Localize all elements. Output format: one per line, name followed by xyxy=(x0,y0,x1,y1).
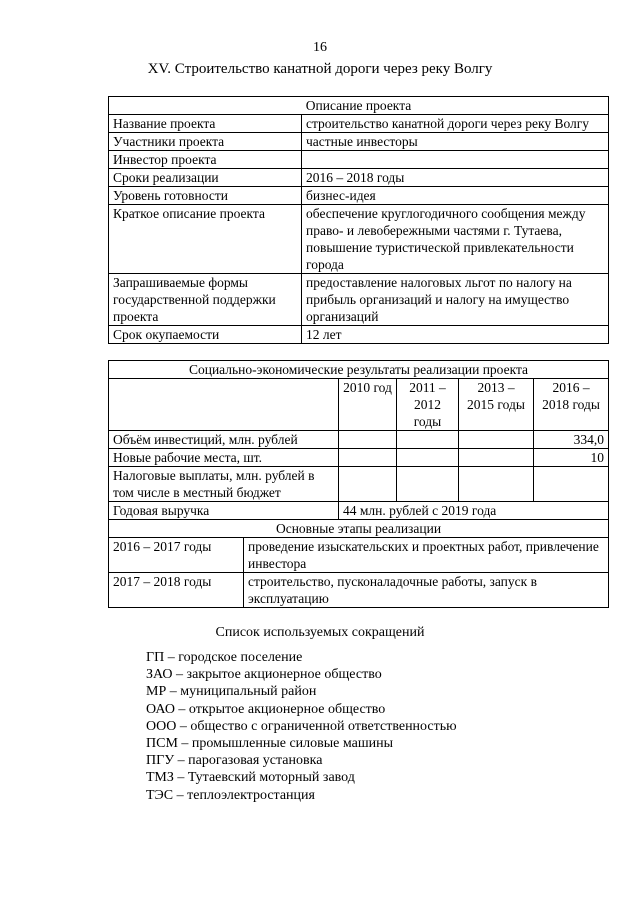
column-header: 2010 год xyxy=(339,379,397,431)
row-value: бизнес-идея xyxy=(302,187,609,205)
table-cell xyxy=(534,467,609,502)
table-header: Социально-экономические результаты реализации проекта xyxy=(109,361,609,379)
table-cell xyxy=(339,431,397,449)
row-value: строительство канатной дороги через реку Волгу xyxy=(302,115,609,133)
row-label: Участники проекта xyxy=(109,133,302,151)
list-item: МР – муниципальный район xyxy=(146,684,317,700)
table-header: Основные этапы реализации xyxy=(109,520,609,538)
abbreviations-title: Список используемых сокращений xyxy=(215,625,425,640)
list-item: ОАО – открытое акционерное общество xyxy=(146,701,386,717)
row-label: Название проекта xyxy=(109,115,302,133)
table-cell xyxy=(339,449,397,467)
table-row xyxy=(109,431,609,449)
row-value xyxy=(302,151,609,169)
row-label: Объём инвестиций, млн. рублей xyxy=(109,431,339,449)
abbreviations-list xyxy=(146,649,457,804)
table-cell xyxy=(459,449,534,467)
table-row xyxy=(109,133,609,151)
list-item: ПГУ – парогазовая установка xyxy=(146,753,323,769)
table-row xyxy=(109,379,609,431)
table-cell xyxy=(459,431,534,449)
section-title: XV. Строительство канатной дороги через реку Волгу xyxy=(147,61,493,77)
row-value: предоставление налоговых льгот по налогу на прибыль организаций и налогу на имущество организаций xyxy=(302,274,609,326)
stage-period: 2017 – 2018 годы xyxy=(109,573,244,608)
table-row xyxy=(109,538,609,573)
row-label: Налоговые выплаты, млн. рублей в том числе в местный бюджет xyxy=(109,467,339,502)
row-label: Новые рабочие места, шт. xyxy=(109,449,339,467)
table-header: Описание проекта xyxy=(109,97,609,115)
row-label: Запрашиваемые формы государственной поддержки проекта xyxy=(109,274,302,326)
list-item: ТЭС – теплоэлектростанция xyxy=(146,787,315,803)
revenue-value: 44 млн. рублей с 2019 года xyxy=(339,502,609,520)
table-row xyxy=(109,326,609,344)
table-row xyxy=(109,502,609,520)
row-label: Годовая выручка xyxy=(109,502,339,520)
table-cell xyxy=(397,449,459,467)
project-description-table xyxy=(108,96,609,344)
table-row xyxy=(109,205,609,274)
table-cell xyxy=(459,467,534,502)
results-table xyxy=(108,360,609,520)
stage-period: 2016 – 2017 годы xyxy=(109,538,244,573)
list-item: ГП – городское поселение xyxy=(146,650,303,665)
list-item: ПСМ – промышленные силовые машины xyxy=(146,736,394,752)
stage-text: строительство, пусконаладочные работы, запуск в эксплуатацию xyxy=(244,573,609,608)
table-row xyxy=(109,274,609,326)
list-item: ЗАО – закрытое акционерное общество xyxy=(146,667,382,683)
row-value: 2016 – 2018 годы xyxy=(302,169,609,187)
list-item: ТМЗ – Тутаевский моторный завод xyxy=(146,770,355,786)
page-number: 16 xyxy=(313,40,327,55)
column-header: 2011 – 2012 годы xyxy=(397,379,459,431)
row-value: частные инвесторы xyxy=(302,133,609,151)
list-item: ООО – общество с ограниченной ответственностью xyxy=(146,718,457,734)
row-label: Инвестор проекта xyxy=(109,151,302,169)
row-label: Сроки реализации xyxy=(109,169,302,187)
row-value: обеспечение круглогодичного сообщения между право- и левобережными частями г. Тутаева, повышение туристической привлекательности города xyxy=(302,205,609,274)
table-row xyxy=(109,169,609,187)
row-label: Уровень готовности xyxy=(109,187,302,205)
stage-text: проведение изыскательских и проектных работ, привлечение инвестора xyxy=(244,538,609,573)
table-cell: 10 xyxy=(534,449,609,467)
table-row xyxy=(109,449,609,467)
stages-table xyxy=(108,519,609,608)
table-row xyxy=(109,115,609,133)
table-cell xyxy=(339,467,397,502)
column-header: 2013 – 2015 годы xyxy=(459,379,534,431)
table-row xyxy=(109,151,609,169)
column-header: 2016 – 2018 годы xyxy=(534,379,609,431)
table-row xyxy=(109,467,609,502)
table-cell: 334,0 xyxy=(534,431,609,449)
row-label: Краткое описание проекта xyxy=(109,205,302,274)
row-value: 12 лет xyxy=(302,326,609,344)
table-row xyxy=(109,573,609,608)
row-label: Срок окупаемости xyxy=(109,326,302,344)
table-row xyxy=(109,187,609,205)
table-cell xyxy=(397,431,459,449)
table-cell xyxy=(397,467,459,502)
